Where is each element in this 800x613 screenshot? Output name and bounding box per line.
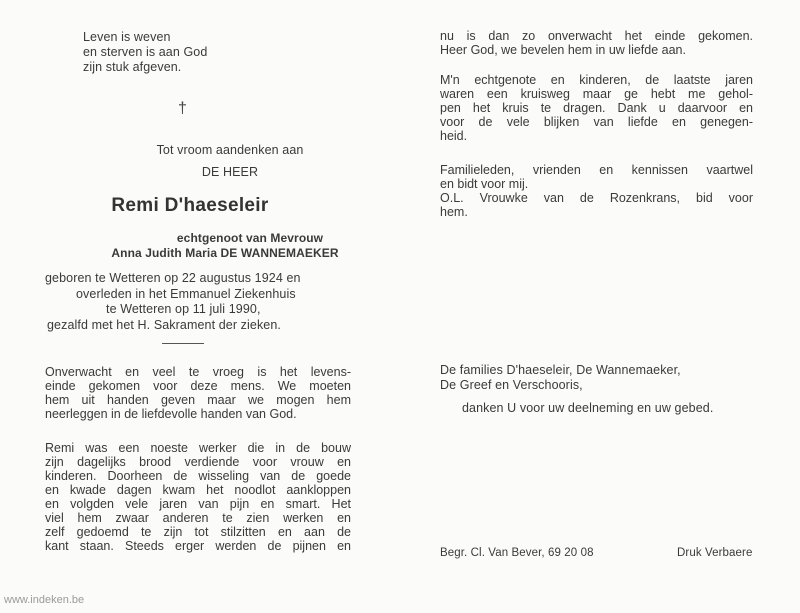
paragraph bbox=[440, 163, 753, 219]
funeral-director: Begr. Cl. Van Bever, 69 20 08 bbox=[440, 547, 594, 559]
info-line: gezalfd met het H. Sakrament der zieken. bbox=[47, 318, 281, 332]
text-line: waren een kruisweg maar ge hebt me gehol- bbox=[440, 87, 753, 101]
spouse-name: Anna Judith Maria DE WANNEMAEKER bbox=[111, 246, 339, 260]
text-line: kant staan. Steeds erger werden de pijnen en bbox=[45, 539, 351, 553]
paragraph bbox=[45, 365, 351, 421]
watermark: www.indeken.be bbox=[4, 594, 85, 606]
families-line: De Greef en Verschooris, bbox=[440, 378, 583, 392]
text-line: O.L. Vrouwke van de Rozenkrans, bid voor bbox=[440, 191, 753, 205]
text-line: voor de vele blijken van liefde en genegen- bbox=[440, 115, 753, 129]
text-line: hem uit handen geven maar we mogen hem bbox=[45, 393, 351, 407]
paragraph bbox=[45, 441, 351, 553]
thanks-text: danken U voor uw deelneming en uw gebed. bbox=[462, 401, 714, 415]
paragraph bbox=[440, 29, 753, 57]
paragraph bbox=[440, 73, 753, 143]
spouse-line: echtgenoot van Mevrouw bbox=[176, 231, 324, 245]
text-line: en kwade dagen kwam het noodlot aankloppen bbox=[45, 483, 351, 497]
poem-line: zijn stuk afgeven. bbox=[83, 60, 182, 74]
poem-line: Leven is weven bbox=[83, 30, 171, 44]
text-line: nu is dan zo onverwacht het einde gekomen. bbox=[440, 29, 753, 43]
text-line: Familieleden, vrienden en kennissen vaartwel bbox=[440, 163, 753, 177]
text-line: M'n echtgenote en kinderen, de laatste jaren bbox=[440, 73, 753, 87]
text-line: pen het kruis te dragen. Dank u daarvoor en bbox=[440, 101, 753, 115]
text-line: hem. bbox=[440, 205, 468, 219]
text-line: einde gekomen voor deze mens. We moeten bbox=[45, 379, 351, 393]
info-line: geboren te Wetteren op 22 augustus 1924 en bbox=[45, 271, 301, 285]
intro-text: Tot vroom aandenken aan bbox=[156, 143, 304, 157]
title-prefix: DE HEER bbox=[201, 165, 259, 179]
text-line: kinderen. Doorheen de wisseling van de goede bbox=[45, 469, 351, 483]
text-line: zijn dagelijks brood verdiende voor vrouw en bbox=[45, 455, 351, 469]
text-line: Onverwacht en veel te vroeg is het levens- bbox=[45, 365, 351, 379]
text-line: Heer God, we bevelen hem in uw liefde aan. bbox=[440, 43, 686, 57]
info-line: te Wetteren op 11 juli 1990, bbox=[106, 302, 261, 316]
text-line: en bidt voor mij. bbox=[440, 177, 529, 191]
deceased-name: Remi D'haeseleir bbox=[111, 195, 269, 216]
text-line: zelf gedoemd te zijn tot stilzitten en aan de bbox=[45, 525, 351, 539]
text-line: Remi was een noeste werker die in de bouw bbox=[45, 441, 351, 455]
text-line: en volgden vele jaren van pijn en smart. Het bbox=[45, 497, 351, 511]
cross-icon: † bbox=[178, 100, 187, 117]
poem-line: en sterven is aan God bbox=[83, 45, 208, 59]
families-line: De families D'haeseleir, De Wannemaeker, bbox=[440, 363, 681, 377]
text-line: neerleggen in de liefdevolle handen van God. bbox=[45, 407, 297, 421]
info-line: overleden in het Emmanuel Ziekenhuis bbox=[76, 287, 296, 301]
divider bbox=[162, 343, 204, 344]
text-line: heid. bbox=[440, 129, 468, 143]
text-line: viel hem zwaar anderen te zien werken en bbox=[45, 511, 351, 525]
printer: Druk Verbaere bbox=[677, 547, 753, 559]
